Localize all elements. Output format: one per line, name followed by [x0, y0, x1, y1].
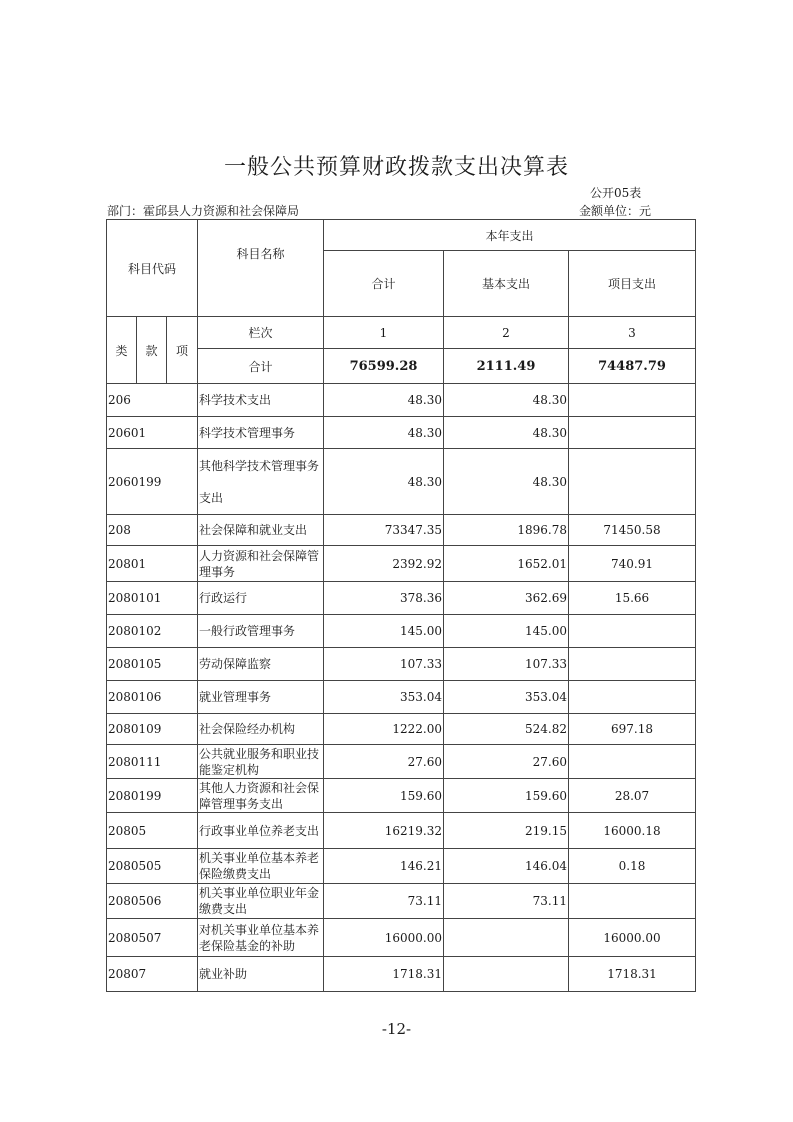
table-row [107, 648, 696, 681]
total-amount: 1222.00 [324, 714, 444, 745]
subject-code: 20601 [107, 417, 198, 449]
amount-unit-label: 金额单位：元 [579, 204, 652, 218]
table-row [107, 849, 696, 884]
subject-name: 公共就业服务和职业技能鉴定机构 [198, 745, 324, 779]
total-amount: 1718.31 [324, 957, 444, 992]
sum-project: 74487.79 [569, 349, 696, 384]
header-kuan: 款 [137, 317, 167, 384]
basic-amount: 107.33 [444, 648, 569, 681]
subject-code: 2080505 [107, 849, 198, 884]
total-amount: 73.11 [324, 884, 444, 919]
subject-code: 2080199 [107, 779, 198, 813]
subject-code: 2080111 [107, 745, 198, 779]
total-amount: 48.30 [324, 417, 444, 449]
sum-total: 76599.28 [324, 349, 444, 384]
basic-amount: 48.30 [444, 449, 569, 515]
table-row [107, 384, 696, 417]
basic-amount: 1896.78 [444, 515, 569, 546]
basic-amount: 73.11 [444, 884, 569, 919]
total-amount: 48.30 [324, 384, 444, 417]
header-column-index: 栏次 [198, 317, 324, 349]
project-amount [569, 384, 696, 417]
project-amount [569, 449, 696, 515]
total-amount: 2392.92 [324, 546, 444, 582]
total-amount: 378.36 [324, 582, 444, 615]
subject-name: 机关事业单位基本养老保险缴费支出 [198, 849, 324, 884]
project-amount: 697.18 [569, 714, 696, 745]
total-amount: 107.33 [324, 648, 444, 681]
subject-name: 科学技术管理事务 [198, 417, 324, 449]
project-amount: 71450.58 [569, 515, 696, 546]
subject-code: 20801 [107, 546, 198, 582]
basic-amount: 48.30 [444, 417, 569, 449]
basic-amount: 219.15 [444, 813, 569, 849]
subject-name: 社会保障和就业支出 [198, 515, 324, 546]
header-lei: 类 [107, 317, 137, 384]
table-row [107, 681, 696, 714]
header-code-group: 科目代码 [107, 220, 198, 317]
table-row [107, 884, 696, 919]
subject-code: 208 [107, 515, 198, 546]
subject-code: 2080105 [107, 648, 198, 681]
table-row [107, 957, 696, 992]
total-amount: 73347.35 [324, 515, 444, 546]
subject-name: 一般行政管理事务 [198, 615, 324, 648]
subject-name: 其他科学技术管理事务支出 [198, 449, 324, 515]
header-xiang: 项 [167, 317, 198, 384]
project-amount: 15.66 [569, 582, 696, 615]
column-index-3: 3 [569, 317, 696, 349]
total-amount: 145.00 [324, 615, 444, 648]
project-amount [569, 681, 696, 714]
sum-basic: 2111.49 [444, 349, 569, 384]
basic-amount: 48.30 [444, 384, 569, 417]
subject-name: 劳动保障监察 [198, 648, 324, 681]
basic-amount: 362.69 [444, 582, 569, 615]
sum-label: 合计 [198, 349, 324, 384]
basic-amount: 159.60 [444, 779, 569, 813]
table-row [107, 515, 696, 546]
header-basic: 基本支出 [444, 251, 569, 317]
subject-code: 2080506 [107, 884, 198, 919]
table-row [107, 779, 696, 813]
project-amount [569, 745, 696, 779]
document-title: 一般公共预算财政拨款支出决算表 [223, 155, 569, 180]
basic-amount: 353.04 [444, 681, 569, 714]
project-amount [569, 417, 696, 449]
subject-name: 行政事业单位养老支出 [198, 813, 324, 849]
subject-name: 社会保险经办机构 [198, 714, 324, 745]
header-project: 项目支出 [569, 251, 696, 317]
basic-amount [444, 919, 569, 957]
project-amount: 0.18 [569, 849, 696, 884]
subject-code: 206 [107, 384, 198, 417]
subject-code: 2080109 [107, 714, 198, 745]
total-amount: 16219.32 [324, 813, 444, 849]
table-row [107, 582, 696, 615]
subject-code: 20805 [107, 813, 198, 849]
table-row [107, 813, 696, 849]
total-amount: 146.21 [324, 849, 444, 884]
subject-name: 其他人力资源和社会保障管理事务支出 [198, 779, 324, 813]
column-index-1: 1 [324, 317, 444, 349]
department-label: 部门：霍邱县人力资源和社会保障局 [107, 204, 300, 218]
project-amount: 28.07 [569, 779, 696, 813]
expenditure-table [106, 219, 696, 992]
project-amount: 16000.18 [569, 813, 696, 849]
subject-name: 对机关事业单位基本养老保险基金的补助 [198, 919, 324, 957]
subject-code: 2080102 [107, 615, 198, 648]
subject-code: 2080101 [107, 582, 198, 615]
subject-name: 就业补助 [198, 957, 324, 992]
subject-name: 机关事业单位职业年金缴费支出 [198, 884, 324, 919]
header-total: 合计 [324, 251, 444, 317]
subject-name: 行政运行 [198, 582, 324, 615]
basic-amount: 27.60 [444, 745, 569, 779]
project-amount [569, 884, 696, 919]
project-amount [569, 648, 696, 681]
column-index-2: 2 [444, 317, 569, 349]
total-amount: 27.60 [324, 745, 444, 779]
project-amount [569, 615, 696, 648]
subject-name: 科学技术支出 [198, 384, 324, 417]
subject-code: 2080106 [107, 681, 198, 714]
basic-amount: 1652.01 [444, 546, 569, 582]
project-amount: 1718.31 [569, 957, 696, 992]
total-amount: 159.60 [324, 779, 444, 813]
basic-amount [444, 957, 569, 992]
page-number: -12- [381, 1020, 412, 1038]
total-amount: 16000.00 [324, 919, 444, 957]
table-row [107, 546, 696, 582]
basic-amount: 524.82 [444, 714, 569, 745]
subject-code: 20807 [107, 957, 198, 992]
table-row [107, 919, 696, 957]
subject-code: 2060199 [107, 449, 198, 515]
header-subject-name: 科目名称 [198, 220, 324, 317]
subject-name: 就业管理事务 [198, 681, 324, 714]
table-row [107, 449, 696, 515]
project-amount: 16000.00 [569, 919, 696, 957]
table-row [107, 615, 696, 648]
subject-name: 人力资源和社会保障管理事务 [198, 546, 324, 582]
total-amount: 48.30 [324, 449, 444, 515]
form-number: 公开05表 [590, 186, 642, 200]
table-row [107, 417, 696, 449]
table-row [107, 714, 696, 745]
basic-amount: 146.04 [444, 849, 569, 884]
project-amount: 740.91 [569, 546, 696, 582]
total-amount: 353.04 [324, 681, 444, 714]
subject-code: 2080507 [107, 919, 198, 957]
header-current-year: 本年支出 [324, 220, 696, 251]
basic-amount: 145.00 [444, 615, 569, 648]
table-row [107, 745, 696, 779]
